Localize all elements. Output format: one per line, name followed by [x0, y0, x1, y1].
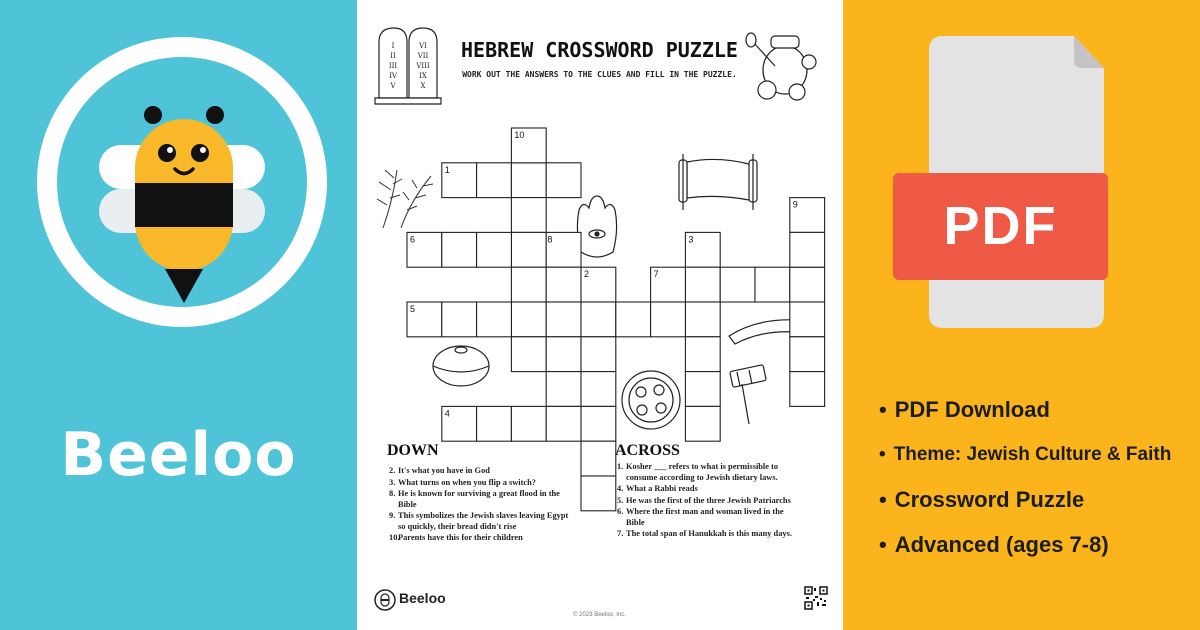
hamsa-icon: [577, 196, 616, 257]
tablet-numeral: II: [390, 52, 396, 60]
crossword-cell: [546, 337, 581, 372]
crossword-clue-number: 3: [688, 234, 694, 245]
tablet-numeral: VI: [419, 42, 427, 50]
feature-list: [879, 387, 1171, 567]
crossword-cell: [581, 337, 616, 372]
honey-pot-icon: [746, 33, 816, 100]
crossword-cell: [511, 232, 546, 267]
crossword-cell: [581, 476, 616, 511]
crossword-cell: [790, 337, 825, 372]
crossword-cell: [511, 302, 546, 337]
ten-commandments-tablets-icon: [375, 28, 441, 104]
feature-item: • Advanced (ages 7-8): [879, 531, 1109, 557]
sufganiyah-icon: [433, 346, 489, 386]
down-clue: 8. He is known for surviving a great flood in the Bible: [389, 489, 560, 509]
footer-brand-name: Beeloo: [399, 590, 446, 606]
crossword-cell: [685, 267, 720, 302]
copyright-text: © 2023 Beeloo, Inc.: [573, 612, 626, 618]
crossword-cell: [546, 267, 581, 302]
crossword-cell: [790, 232, 825, 267]
olive-branch-icon: [377, 170, 433, 228]
worksheet-preview: [357, 0, 842, 630]
crossword-cell: [790, 302, 825, 337]
tablet-numeral: X: [420, 82, 426, 90]
product-info-panel: [843, 0, 1200, 630]
crossword-cell: [790, 267, 825, 302]
crossword-clue-number: 10: [514, 130, 525, 140]
crossword-cell: [442, 302, 477, 337]
crossword-cell: [546, 302, 581, 337]
crossword-cell: [477, 406, 512, 441]
across-clue: 4. What a Rabbi reads: [617, 484, 698, 493]
qr-code-icon: [804, 586, 828, 610]
down-clue: 10. Parents have this for their children: [389, 533, 523, 542]
across-clue: 1. Kosher ___ refers to what is permissible to consume according to Jewish dietary laws.: [617, 462, 779, 482]
down-clues-list: [389, 466, 569, 545]
footer-bee-icon: [375, 590, 395, 610]
torah-scroll-icon: [679, 154, 757, 210]
brand-panel: [0, 0, 357, 630]
seder-plate-icon: [622, 371, 680, 429]
crossword-cell: [720, 267, 755, 302]
tablet-numeral: IX: [419, 72, 427, 80]
crossword-cell: [546, 163, 581, 198]
tablet-numeral: VII: [417, 52, 429, 60]
crossword-cell: [477, 232, 512, 267]
crossword-cell: [477, 163, 512, 198]
tablet-numeral: V: [390, 82, 396, 90]
crossword-cell: [511, 267, 546, 302]
crossword-cell: [685, 372, 720, 407]
brand-name: Beeloo: [60, 420, 297, 490]
pdf-badge: PDF: [893, 173, 1108, 280]
crossword-cell: [511, 198, 546, 233]
crossword-cell: [442, 232, 477, 267]
across-clues-list: [617, 462, 797, 541]
worksheet-footer-logo: [399, 590, 446, 606]
bee-mascot-icon: [57, 57, 307, 307]
down-heading: DOWN: [387, 442, 439, 459]
feature-item: • PDF Download: [879, 396, 1050, 422]
crossword-clue-number: 1: [444, 164, 450, 175]
crossword-cell: [546, 406, 581, 441]
feature-item: • Theme: Jewish Culture & Faith: [879, 443, 1172, 465]
crossword-cell: [511, 163, 546, 198]
down-clue: 9. This symbolizes the Jewish slaves leaving Egypt so quickly, their bread didn't rise: [389, 511, 569, 531]
crossword-cell: [651, 302, 686, 337]
crossword-cell: [477, 302, 512, 337]
dreidel-grogger-icon: [730, 365, 767, 424]
crossword-clue-number: 9: [792, 199, 798, 210]
crossword-cell: [685, 406, 720, 441]
across-clue: 6. Where the first man and woman lived in the Bible: [617, 507, 784, 527]
across-clue: 7. The total span of Hanukkah is this many days.: [617, 529, 792, 538]
worksheet-title: HEBREW CROSSWORD PUZZLE: [461, 38, 738, 62]
crossword-cell: [790, 372, 825, 407]
crossword-cell: [581, 441, 616, 476]
across-clue: 5. He was the first of the three Jewish Patriarchs: [617, 495, 791, 505]
crossword-clue-number: 2: [584, 269, 590, 280]
crossword-clue-number: 5: [410, 304, 416, 314]
tablet-numeral: III: [388, 62, 398, 70]
crossword-cell: [511, 337, 546, 372]
worksheet-instructions: WORK OUT THE ANSWERS TO THE CLUES AND FILL IN THE PUZZLE.: [462, 70, 737, 79]
beeloo-logo: [37, 37, 327, 327]
crossword-cell: [685, 337, 720, 372]
across-heading: ACROSS: [615, 442, 680, 459]
crossword-cell: [581, 372, 616, 407]
tablet-numeral: VIII: [416, 62, 430, 70]
crossword-cell: [616, 302, 651, 337]
crossword-clue-number: 7: [653, 269, 659, 280]
crossword-clue-number: 4: [444, 408, 450, 419]
crossword-clue-number: 6: [410, 234, 416, 245]
crossword-cell: [685, 302, 720, 337]
tablet-numeral: IV: [389, 72, 397, 80]
crossword-clue-number: 8: [547, 234, 553, 245]
crossword-cell: [546, 372, 581, 407]
crossword-cell: [581, 302, 616, 337]
tablet-numeral: I: [391, 42, 395, 50]
feature-item: • Crossword Puzzle: [879, 486, 1085, 512]
crossword-cell: [755, 267, 790, 302]
down-clue: 3. What turns on when you flip a switch?: [389, 477, 536, 487]
down-clue: 2. It's what you have in God: [389, 466, 490, 475]
crossword-cell: [581, 406, 616, 441]
crossword-cell: [511, 406, 546, 441]
